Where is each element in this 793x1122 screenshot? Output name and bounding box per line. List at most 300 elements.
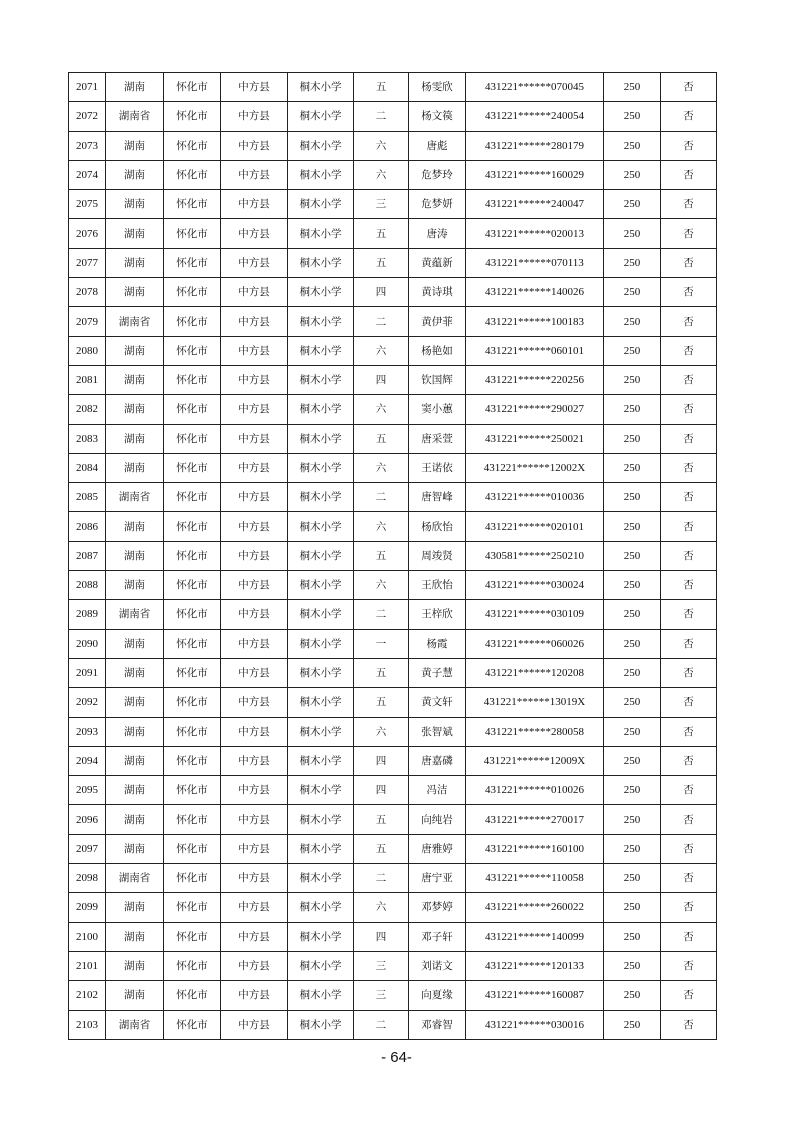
amount-cell: 250: [604, 864, 661, 893]
amount-cell: 250: [604, 307, 661, 336]
school-cell: 桐木小学: [288, 541, 354, 570]
grade-cell: 六: [354, 395, 409, 424]
school-cell: 桐木小学: [288, 365, 354, 394]
grade-cell: 六: [354, 893, 409, 922]
row-number-cell: 2103: [69, 1010, 106, 1039]
row-number-cell: 2085: [69, 483, 106, 512]
id-number-cell: 431221******270017: [466, 805, 604, 834]
city-cell: 怀化市: [164, 864, 221, 893]
school-cell: 桐木小学: [288, 248, 354, 277]
city-cell: 怀化市: [164, 922, 221, 951]
id-number-cell: 431221******060101: [466, 336, 604, 365]
province-cell: 湖南: [106, 395, 164, 424]
flag-cell: 否: [661, 190, 717, 219]
student-name-cell: 杨霞: [409, 629, 466, 658]
table-row: [69, 717, 717, 746]
student-name-cell: 钦国辉: [409, 365, 466, 394]
grade-cell: 三: [354, 981, 409, 1010]
table-row: [69, 336, 717, 365]
row-number-cell: 2102: [69, 981, 106, 1010]
id-number-cell: 431221******070113: [466, 248, 604, 277]
city-cell: 怀化市: [164, 746, 221, 775]
id-number-cell: 431221******020013: [466, 219, 604, 248]
county-cell: 中方县: [221, 73, 288, 102]
row-number-cell: 2078: [69, 278, 106, 307]
amount-cell: 250: [604, 600, 661, 629]
flag-cell: 否: [661, 776, 717, 805]
student-name-cell: 邓子轩: [409, 922, 466, 951]
city-cell: 怀化市: [164, 600, 221, 629]
amount-cell: 250: [604, 248, 661, 277]
province-cell: 湖南: [106, 424, 164, 453]
row-number-cell: 2094: [69, 746, 106, 775]
grade-cell: 二: [354, 600, 409, 629]
amount-cell: 250: [604, 131, 661, 160]
amount-cell: 250: [604, 981, 661, 1010]
flag-cell: 否: [661, 717, 717, 746]
id-number-cell: 431221******280058: [466, 717, 604, 746]
amount-cell: 250: [604, 512, 661, 541]
id-number-cell: 431221******290027: [466, 395, 604, 424]
id-number-cell: 431221******250021: [466, 424, 604, 453]
province-cell: 湖南: [106, 73, 164, 102]
amount-cell: 250: [604, 834, 661, 863]
flag-cell: 否: [661, 131, 717, 160]
amount-cell: 250: [604, 453, 661, 482]
id-number-cell: 431221******030024: [466, 571, 604, 600]
student-name-cell: 黄蕴新: [409, 248, 466, 277]
row-number-cell: 2084: [69, 453, 106, 482]
flag-cell: 否: [661, 336, 717, 365]
flag-cell: 否: [661, 834, 717, 863]
id-number-cell: 431221******220256: [466, 365, 604, 394]
grade-cell: 六: [354, 336, 409, 365]
table-row: [69, 365, 717, 394]
grade-cell: 六: [354, 160, 409, 189]
row-number-cell: 2072: [69, 102, 106, 131]
province-cell: 湖南省: [106, 864, 164, 893]
province-cell: 湖南: [106, 981, 164, 1010]
county-cell: 中方县: [221, 717, 288, 746]
amount-cell: 250: [604, 219, 661, 248]
student-name-cell: 张智斌: [409, 717, 466, 746]
school-cell: 桐木小学: [288, 278, 354, 307]
county-cell: 中方县: [221, 834, 288, 863]
city-cell: 怀化市: [164, 951, 221, 980]
grade-cell: 四: [354, 746, 409, 775]
school-cell: 桐木小学: [288, 688, 354, 717]
amount-cell: 250: [604, 73, 661, 102]
city-cell: 怀化市: [164, 307, 221, 336]
table-row: [69, 746, 717, 775]
amount-cell: 250: [604, 571, 661, 600]
school-cell: 桐木小学: [288, 834, 354, 863]
flag-cell: 否: [661, 512, 717, 541]
amount-cell: 250: [604, 365, 661, 394]
city-cell: 怀化市: [164, 1010, 221, 1039]
student-name-cell: 向夏缘: [409, 981, 466, 1010]
province-cell: 湖南: [106, 658, 164, 687]
grade-cell: 六: [354, 453, 409, 482]
county-cell: 中方县: [221, 893, 288, 922]
province-cell: 湖南: [106, 190, 164, 219]
grade-cell: 六: [354, 131, 409, 160]
student-name-cell: 王诺依: [409, 453, 466, 482]
county-cell: 中方县: [221, 600, 288, 629]
city-cell: 怀化市: [164, 219, 221, 248]
table-row: [69, 922, 717, 951]
id-number-cell: 431221******010036: [466, 483, 604, 512]
row-number-cell: 2087: [69, 541, 106, 570]
city-cell: 怀化市: [164, 571, 221, 600]
table-row: [69, 981, 717, 1010]
amount-cell: 250: [604, 776, 661, 805]
grade-cell: 二: [354, 483, 409, 512]
school-cell: 桐木小学: [288, 424, 354, 453]
city-cell: 怀化市: [164, 981, 221, 1010]
flag-cell: 否: [661, 483, 717, 512]
school-cell: 桐木小学: [288, 307, 354, 336]
grade-cell: 二: [354, 1010, 409, 1039]
id-number-cell: 431221******160087: [466, 981, 604, 1010]
student-name-cell: 王梓欣: [409, 600, 466, 629]
id-number-cell: 431221******240054: [466, 102, 604, 131]
grade-cell: 五: [354, 219, 409, 248]
table-row: [69, 1010, 717, 1039]
county-cell: 中方县: [221, 571, 288, 600]
page-number: - 64-: [381, 1049, 412, 1066]
amount-cell: 250: [604, 951, 661, 980]
row-number-cell: 2086: [69, 512, 106, 541]
student-name-cell: 黄诗琪: [409, 278, 466, 307]
id-number-cell: 431221******280179: [466, 131, 604, 160]
city-cell: 怀化市: [164, 131, 221, 160]
grade-cell: 四: [354, 922, 409, 951]
flag-cell: 否: [661, 219, 717, 248]
city-cell: 怀化市: [164, 805, 221, 834]
province-cell: 湖南: [106, 336, 164, 365]
student-roster-sheet: [68, 72, 716, 1040]
city-cell: 怀化市: [164, 248, 221, 277]
city-cell: 怀化市: [164, 893, 221, 922]
school-cell: 桐木小学: [288, 629, 354, 658]
county-cell: 中方县: [221, 219, 288, 248]
row-number-cell: 2092: [69, 688, 106, 717]
school-cell: 桐木小学: [288, 483, 354, 512]
grade-cell: 六: [354, 571, 409, 600]
province-cell: 湖南: [106, 248, 164, 277]
row-number-cell: 2098: [69, 864, 106, 893]
flag-cell: 否: [661, 864, 717, 893]
table-row: [69, 893, 717, 922]
id-number-cell: 431221******070045: [466, 73, 604, 102]
student-name-cell: 唐涛: [409, 219, 466, 248]
county-cell: 中方县: [221, 248, 288, 277]
flag-cell: 否: [661, 951, 717, 980]
table-row: [69, 512, 717, 541]
county-cell: 中方县: [221, 541, 288, 570]
grade-cell: 二: [354, 307, 409, 336]
amount-cell: 250: [604, 805, 661, 834]
flag-cell: 否: [661, 424, 717, 453]
flag-cell: 否: [661, 981, 717, 1010]
flag-cell: 否: [661, 395, 717, 424]
grade-cell: 五: [354, 424, 409, 453]
city-cell: 怀化市: [164, 278, 221, 307]
city-cell: 怀化市: [164, 365, 221, 394]
city-cell: 怀化市: [164, 512, 221, 541]
county-cell: 中方县: [221, 629, 288, 658]
school-cell: 桐木小学: [288, 102, 354, 131]
table-row: [69, 541, 717, 570]
flag-cell: 否: [661, 365, 717, 394]
flag-cell: 否: [661, 73, 717, 102]
flag-cell: 否: [661, 805, 717, 834]
student-name-cell: 向纯岩: [409, 805, 466, 834]
flag-cell: 否: [661, 600, 717, 629]
table-row: [69, 395, 717, 424]
amount-cell: 250: [604, 717, 661, 746]
county-cell: 中方县: [221, 658, 288, 687]
row-number-cell: 2088: [69, 571, 106, 600]
amount-cell: 250: [604, 102, 661, 131]
school-cell: 桐木小学: [288, 131, 354, 160]
student-name-cell: 唐彪: [409, 131, 466, 160]
row-number-cell: 2083: [69, 424, 106, 453]
province-cell: 湖南: [106, 571, 164, 600]
province-cell: 湖南: [106, 717, 164, 746]
student-name-cell: 冯洁: [409, 776, 466, 805]
grade-cell: 四: [354, 365, 409, 394]
grade-cell: 五: [354, 73, 409, 102]
province-cell: 湖南: [106, 219, 164, 248]
school-cell: 桐木小学: [288, 453, 354, 482]
student-name-cell: 唐宁亚: [409, 864, 466, 893]
id-number-cell: 431221******120133: [466, 951, 604, 980]
id-number-cell: 431221******140026: [466, 278, 604, 307]
city-cell: 怀化市: [164, 424, 221, 453]
city-cell: 怀化市: [164, 834, 221, 863]
student-roster-table: [68, 72, 717, 1040]
student-name-cell: 唐雅婷: [409, 834, 466, 863]
school-cell: 桐木小学: [288, 922, 354, 951]
id-number-cell: 431221******120208: [466, 658, 604, 687]
city-cell: 怀化市: [164, 541, 221, 570]
id-number-cell: 431221******020101: [466, 512, 604, 541]
id-number-cell: 431221******12009X: [466, 746, 604, 775]
county-cell: 中方县: [221, 424, 288, 453]
province-cell: 湖南: [106, 365, 164, 394]
grade-cell: 五: [354, 541, 409, 570]
province-cell: 湖南省: [106, 102, 164, 131]
province-cell: 湖南: [106, 951, 164, 980]
grade-cell: 四: [354, 776, 409, 805]
county-cell: 中方县: [221, 160, 288, 189]
school-cell: 桐木小学: [288, 219, 354, 248]
city-cell: 怀化市: [164, 629, 221, 658]
city-cell: 怀化市: [164, 776, 221, 805]
table-row: [69, 629, 717, 658]
row-number-cell: 2076: [69, 219, 106, 248]
flag-cell: 否: [661, 278, 717, 307]
flag-cell: 否: [661, 893, 717, 922]
flag-cell: 否: [661, 453, 717, 482]
table-row: [69, 600, 717, 629]
amount-cell: 250: [604, 629, 661, 658]
table-row: [69, 571, 717, 600]
table-row: [69, 951, 717, 980]
city-cell: 怀化市: [164, 102, 221, 131]
school-cell: 桐木小学: [288, 73, 354, 102]
table-row: [69, 73, 717, 102]
county-cell: 中方县: [221, 453, 288, 482]
province-cell: 湖南: [106, 629, 164, 658]
flag-cell: 否: [661, 541, 717, 570]
student-name-cell: 邓梦婷: [409, 893, 466, 922]
flag-cell: 否: [661, 746, 717, 775]
county-cell: 中方县: [221, 864, 288, 893]
province-cell: 湖南: [106, 512, 164, 541]
table-row: [69, 805, 717, 834]
table-row: [69, 248, 717, 277]
school-cell: 桐木小学: [288, 717, 354, 746]
amount-cell: 250: [604, 922, 661, 951]
school-cell: 桐木小学: [288, 893, 354, 922]
school-cell: 桐木小学: [288, 600, 354, 629]
student-name-cell: 黄伊菲: [409, 307, 466, 336]
roster-body: [69, 73, 717, 1040]
student-name-cell: 王欣怡: [409, 571, 466, 600]
amount-cell: 250: [604, 336, 661, 365]
city-cell: 怀化市: [164, 190, 221, 219]
student-name-cell: 黄子慧: [409, 658, 466, 687]
school-cell: 桐木小学: [288, 658, 354, 687]
city-cell: 怀化市: [164, 336, 221, 365]
id-number-cell: 431221******240047: [466, 190, 604, 219]
county-cell: 中方县: [221, 102, 288, 131]
row-number-cell: 2075: [69, 190, 106, 219]
grade-cell: 四: [354, 278, 409, 307]
grade-cell: 五: [354, 688, 409, 717]
student-name-cell: 危梦妍: [409, 190, 466, 219]
amount-cell: 250: [604, 658, 661, 687]
school-cell: 桐木小学: [288, 190, 354, 219]
county-cell: 中方县: [221, 805, 288, 834]
school-cell: 桐木小学: [288, 805, 354, 834]
school-cell: 桐木小学: [288, 1010, 354, 1039]
school-cell: 桐木小学: [288, 776, 354, 805]
amount-cell: 250: [604, 688, 661, 717]
province-cell: 湖南: [106, 688, 164, 717]
city-cell: 怀化市: [164, 73, 221, 102]
table-row: [69, 102, 717, 131]
table-row: [69, 483, 717, 512]
school-cell: 桐木小学: [288, 746, 354, 775]
student-name-cell: 杨雯欣: [409, 73, 466, 102]
id-number-cell: 431221******13019X: [466, 688, 604, 717]
row-number-cell: 2096: [69, 805, 106, 834]
province-cell: 湖南: [106, 834, 164, 863]
row-number-cell: 2097: [69, 834, 106, 863]
row-number-cell: 2101: [69, 951, 106, 980]
county-cell: 中方县: [221, 395, 288, 424]
student-name-cell: 杨文篌: [409, 102, 466, 131]
table-row: [69, 278, 717, 307]
row-number-cell: 2079: [69, 307, 106, 336]
county-cell: 中方县: [221, 746, 288, 775]
row-number-cell: 2099: [69, 893, 106, 922]
table-row: [69, 307, 717, 336]
table-row: [69, 453, 717, 482]
id-number-cell: 431221******060026: [466, 629, 604, 658]
amount-cell: 250: [604, 424, 661, 453]
grade-cell: 三: [354, 190, 409, 219]
grade-cell: 二: [354, 102, 409, 131]
id-number-cell: 431221******12002X: [466, 453, 604, 482]
row-number-cell: 2093: [69, 717, 106, 746]
table-row: [69, 688, 717, 717]
flag-cell: 否: [661, 571, 717, 600]
county-cell: 中方县: [221, 951, 288, 980]
county-cell: 中方县: [221, 483, 288, 512]
flag-cell: 否: [661, 1010, 717, 1039]
grade-cell: 五: [354, 805, 409, 834]
city-cell: 怀化市: [164, 717, 221, 746]
row-number-cell: 2100: [69, 922, 106, 951]
amount-cell: 250: [604, 278, 661, 307]
flag-cell: 否: [661, 307, 717, 336]
province-cell: 湖南: [106, 893, 164, 922]
table-row: [69, 864, 717, 893]
province-cell: 湖南: [106, 453, 164, 482]
id-number-cell: 430581******250210: [466, 541, 604, 570]
id-number-cell: 431221******260022: [466, 893, 604, 922]
city-cell: 怀化市: [164, 658, 221, 687]
amount-cell: 250: [604, 746, 661, 775]
table-row: [69, 834, 717, 863]
amount-cell: 250: [604, 395, 661, 424]
flag-cell: 否: [661, 160, 717, 189]
id-number-cell: 431221******110058: [466, 864, 604, 893]
school-cell: 桐木小学: [288, 395, 354, 424]
grade-cell: 三: [354, 951, 409, 980]
county-cell: 中方县: [221, 365, 288, 394]
county-cell: 中方县: [221, 190, 288, 219]
province-cell: 湖南: [106, 776, 164, 805]
id-number-cell: 431221******160029: [466, 160, 604, 189]
student-name-cell: 刘诺文: [409, 951, 466, 980]
grade-cell: 五: [354, 658, 409, 687]
county-cell: 中方县: [221, 1010, 288, 1039]
table-row: [69, 160, 717, 189]
table-row: [69, 424, 717, 453]
row-number-cell: 2089: [69, 600, 106, 629]
amount-cell: 250: [604, 483, 661, 512]
province-cell: 湖南: [106, 922, 164, 951]
id-number-cell: 431221******010026: [466, 776, 604, 805]
province-cell: 湖南: [106, 746, 164, 775]
county-cell: 中方县: [221, 278, 288, 307]
row-number-cell: 2071: [69, 73, 106, 102]
row-number-cell: 2091: [69, 658, 106, 687]
student-name-cell: 危梦玲: [409, 160, 466, 189]
row-number-cell: 2095: [69, 776, 106, 805]
row-number-cell: 2077: [69, 248, 106, 277]
student-name-cell: 窦小蕙: [409, 395, 466, 424]
county-cell: 中方县: [221, 688, 288, 717]
grade-cell: 六: [354, 512, 409, 541]
table-row: [69, 776, 717, 805]
